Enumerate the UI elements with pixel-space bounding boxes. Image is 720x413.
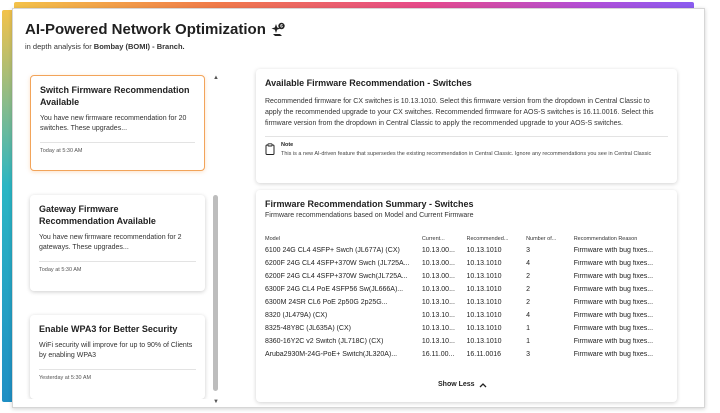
table-cell: 10.13.1010 bbox=[466, 325, 502, 332]
main-panel bbox=[12, 8, 705, 408]
note-label: Note bbox=[281, 142, 294, 148]
table-row bbox=[265, 309, 668, 322]
insight-card-time: Today at 5:30 AM bbox=[39, 267, 82, 273]
table-cell: 10.13.1010 bbox=[466, 247, 502, 254]
table-cell: 3 bbox=[526, 351, 530, 358]
insight-card-time: Today at 5:30 AM bbox=[40, 148, 83, 154]
table-cell: Firmware with bug fixes... bbox=[573, 273, 654, 280]
section-body: Recommended firmware for CX switches is 10.13.1010. Select this firmware version from the dropdown in Central Classic to apply the recommended upgrade to your CX switches. Recommended firmware for AOS-S switches is 16.11.0016. Select this firmware version from the dropdown in Central Classic to apply the recommended upgrade to your AOS-S switches. bbox=[265, 98, 654, 127]
table-cell: 6100 24G CL4 4SFP+ Swch (JL677A) (CX) bbox=[265, 247, 400, 254]
table-cell: 4 bbox=[526, 312, 530, 319]
table-cell: 1 bbox=[526, 325, 530, 332]
table-cell: 10.13.1010 bbox=[466, 312, 502, 319]
firmware-summary-table bbox=[265, 234, 668, 361]
table-cell: 4 bbox=[526, 260, 530, 267]
table-cell: 8320 (JL479A) (CX) bbox=[265, 312, 328, 319]
table-cell: 6300F 24G CL4 PoE 4SFP56 Sw(JL666A)... bbox=[265, 286, 404, 293]
insight-card-title: Switch Firmware Recommendation Available bbox=[40, 85, 190, 107]
insight-card-wpa3[interactable] bbox=[30, 315, 205, 399]
insight-card-title: Gateway Firmware Recommendation Available bbox=[39, 204, 156, 226]
divider bbox=[39, 369, 196, 370]
table-cell: 10.13.10... bbox=[421, 325, 455, 332]
table-cell: 2 bbox=[526, 299, 530, 306]
table-cell: 16.11.0016 bbox=[466, 351, 502, 358]
table-cell: 10.13.1010 bbox=[466, 299, 502, 306]
table-header bbox=[265, 234, 668, 244]
table-cell: 10.13.00... bbox=[421, 247, 455, 254]
table-row bbox=[265, 296, 668, 309]
insight-card-title: Enable WPA3 for Better Security bbox=[39, 324, 178, 334]
table-cell: 8360-16Y2C v2 Switch (JL718C) (CX) bbox=[265, 338, 384, 345]
divider bbox=[265, 136, 668, 137]
table-row bbox=[265, 244, 668, 257]
show-less-button[interactable] bbox=[438, 381, 487, 388]
table-cell: 10.13.1010 bbox=[466, 286, 502, 293]
table-cell: Firmware with bug fixes... bbox=[573, 325, 654, 332]
scroll-up-arrow-icon[interactable]: ▲ bbox=[213, 75, 219, 81]
insight-list bbox=[25, 67, 225, 399]
table-cell: Aruba2930M-24G-PoE+ Switch(JL320A)... bbox=[265, 351, 398, 358]
table-cell: 10.13.00... bbox=[421, 286, 455, 293]
table-row bbox=[265, 348, 668, 361]
scroll-thumb[interactable] bbox=[213, 195, 218, 391]
column-header-model[interactable]: Model bbox=[265, 236, 280, 242]
table-cell: Firmware with bug fixes... bbox=[573, 286, 654, 293]
page-title-text: AI-Powered Network Optimization bbox=[25, 21, 266, 38]
divider bbox=[39, 261, 196, 262]
column-header-reason[interactable]: Recommendation Reason bbox=[573, 236, 638, 242]
branch-name: Bombay (BOMI) - Branch. bbox=[93, 42, 185, 51]
subtitle-prefix: in depth analysis for bbox=[25, 42, 94, 51]
table-cell: Firmware with bug fixes... bbox=[573, 351, 654, 358]
section-title: Available Firmware Recommendation - Switches bbox=[265, 78, 472, 88]
table-cell: 8325-48Y8C (JL635A) (CX) bbox=[265, 325, 351, 332]
table-cell: Firmware with bug fixes... bbox=[573, 299, 654, 306]
chevron-up-icon bbox=[479, 382, 487, 388]
table-cell: Firmware with bug fixes... bbox=[573, 247, 654, 254]
show-less-label: Show Less bbox=[438, 381, 475, 388]
table-cell: Firmware with bug fixes... bbox=[573, 312, 654, 319]
table-row bbox=[265, 270, 668, 283]
table-cell: 10.13.1010 bbox=[466, 260, 502, 267]
table-cell: 10.13.00... bbox=[421, 273, 455, 280]
column-header-current[interactable]: Current... bbox=[421, 236, 445, 242]
insight-card-desc: You have new firmware recommendation for 20 switches. These upgrades... bbox=[40, 115, 187, 132]
firmware-summary-section bbox=[256, 190, 677, 402]
insight-list-scrollbar[interactable] bbox=[213, 75, 219, 405]
insight-card-desc: You have new firmware recommendation for 2 gateways. These upgrades... bbox=[39, 234, 182, 251]
table-cell: 10.13.10... bbox=[421, 299, 455, 306]
table-cell: 6200F 24G CL4 4SFP+370W Swch (JL725A... bbox=[265, 260, 410, 267]
note-text: This is a new AI-driven feature that supersedes the existing recommendation in Central Classic. Ignore any recommendations you see in Central Classic bbox=[281, 151, 652, 157]
clipboard-icon bbox=[265, 143, 275, 155]
insight-card-switch-firmware[interactable] bbox=[30, 75, 205, 171]
section-subtitle: Firmware recommendations based on Model and Current Firmware bbox=[265, 212, 474, 219]
svg-text:6: 6 bbox=[279, 22, 283, 28]
table-row bbox=[265, 322, 668, 335]
insight-card-gateway-firmware[interactable] bbox=[30, 195, 205, 291]
table-cell: 10.13.00... bbox=[421, 260, 455, 267]
table-cell: 10.13.10... bbox=[421, 312, 455, 319]
table-cell: 10.13.10... bbox=[421, 338, 455, 345]
table-cell: Firmware with bug fixes... bbox=[573, 260, 654, 267]
page-title bbox=[25, 21, 286, 38]
table-body bbox=[265, 244, 668, 361]
table-cell: 6200F 24G CL4 4SFP+370W Swch(JL725A... bbox=[265, 273, 408, 280]
table-cell: 16.11.00... bbox=[421, 351, 455, 358]
insight-card-time: Yesterday at 5:30 AM bbox=[39, 375, 92, 381]
column-header-recommended[interactable]: Recommended... bbox=[466, 236, 509, 242]
table-cell: 3 bbox=[526, 247, 530, 254]
table-row bbox=[265, 283, 668, 296]
table-cell: 2 bbox=[526, 273, 530, 280]
page-subtitle bbox=[25, 42, 185, 51]
note bbox=[265, 142, 668, 158]
table-cell: 6300M 24SR CL6 PoE 2p50G 2p25G... bbox=[265, 299, 388, 306]
table-row bbox=[265, 335, 668, 348]
table-cell: 10.13.1010 bbox=[466, 338, 502, 345]
section-title: Firmware Recommendation Summary - Switches bbox=[265, 199, 474, 209]
table-cell: 1 bbox=[526, 338, 530, 345]
scroll-down-arrow-icon[interactable]: ▼ bbox=[213, 399, 219, 405]
insight-card-desc: WiFi security will improve for up to 90% of Clients by enabling WPA3 bbox=[39, 342, 193, 359]
divider bbox=[40, 142, 195, 143]
table-row bbox=[265, 257, 668, 270]
firmware-recommendation-section bbox=[256, 69, 677, 183]
ai-sparkle-icon bbox=[270, 22, 286, 38]
table-cell: 2 bbox=[526, 286, 530, 293]
table-cell: 10.13.1010 bbox=[466, 273, 502, 280]
column-header-number[interactable]: Number of... bbox=[526, 236, 557, 242]
table-cell: Firmware with bug fixes... bbox=[573, 338, 654, 345]
